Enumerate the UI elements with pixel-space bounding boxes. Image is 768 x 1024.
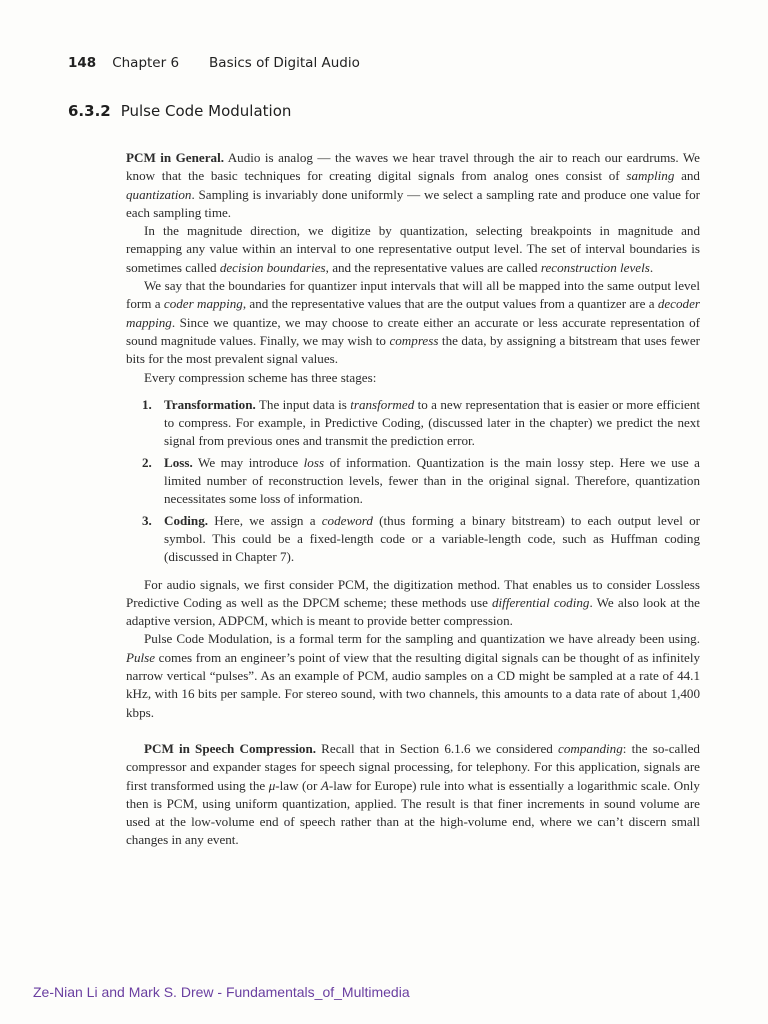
paragraph-pulse-code: Pulse Code Modulation, is a formal term for the sampling and quantization we have already been using. Pulse comes from an engineer’s point of view that the resulting digital signals can be thought of as infinitely narrow vertical “pulses”. As an example of PCM, audio samples on a CD might be sampled at a rate of 44.1 kHz, with 16 bits per sample. For stereo sound, with two channels, this amounts to a data rate of about 1,400 kbps. bbox=[126, 631, 700, 720]
footer-credit: Ze-Nian Li and Mark S. Drew - Fundamentals_of_Multimedia bbox=[33, 984, 410, 1000]
section-title: Pulse Code Modulation bbox=[120, 102, 292, 120]
list-item: 2. Loss. We may introduce loss of information. Quantization is the main lossy step. Here we use a limited number of reconstruction levels, fewer than in the original signal. Therefore, quantization necessitates some loss of information. bbox=[142, 454, 700, 507]
stages-list bbox=[126, 396, 700, 567]
runin-heading: PCM in Speech Compression. bbox=[144, 740, 317, 756]
chapter-title: Basics of Digital Audio bbox=[209, 55, 360, 71]
body-text bbox=[126, 149, 700, 850]
paragraph-magnitude: In the magnitude direction, we digitize by quantization, selecting breakpoints in magnitude and remapping any value within an interval to one representative output level. The set of interval boundaries is sometimes called decision boundaries, and the representative values are called reconstruction levels. bbox=[126, 223, 700, 275]
paragraph-pcm-speech: PCM in Speech Compression. Recall that in Section 6.1.6 we considered companding: the so-called compressor and expander stages for speech signal processing, for telephony. For this application, signals are first transformed using the μ-law (or A-law for Europe) rule into what is essentially a logarithmic scale. Only then is PCM, using uniform quantization, applied. The result is that finer increments in sound volume are used at the low-volume end of speech rather than at the high-volume end, where we can’t discern small changes in any event. bbox=[126, 740, 700, 848]
chapter-label: Chapter 6 bbox=[112, 55, 180, 71]
list-number: 3. bbox=[142, 512, 152, 528]
page-number: 148 bbox=[68, 55, 97, 71]
list-item: 3. Coding. Here, we assign a codeword (thus forming a binary bitstream) to each output level or symbol. This could be a fixed-length code or a variable-length code, such as Huffman coding (discussed in Chapter 7). bbox=[142, 512, 700, 565]
paragraph-pcm-general: PCM in General. Audio is analog — the waves we hear travel through the air to reach our eardrums. We know that the basic techniques for creating digital signals from analog ones consist of sampling and quantization. Sampling is invariably done uniformly — we select a sampling rate and produce one value for each sampling time. bbox=[126, 150, 700, 220]
paragraph-three-stages: Every compression scheme has three stages: bbox=[144, 369, 377, 385]
list-number: 1. bbox=[142, 396, 152, 412]
list-number: 2. bbox=[142, 454, 152, 470]
runin-heading: PCM in General. bbox=[126, 150, 224, 165]
paragraph-boundaries: We say that the boundaries for quantizer input intervals that will all be mapped into the same output level form a coder mapping, and the representative values that are the output values from a quantizer are a decoder mapping. Since we quantize, we may choose to create either an accurate or less accurate representation of sound magnitude values. Finally, we may wish to compress the data, by assigning a bitstream that uses fewer bits for the most prevalent signal values. bbox=[126, 278, 700, 367]
running-head bbox=[68, 55, 360, 71]
paragraph-audio-signals: For audio signals, we first consider PCM, the digitization method. That enables us to consider Lossless Predictive Coding as well as the DPCM scheme; these methods use differential coding. We also look at the adaptive version, ADPCM, which is meant to provide better compression. bbox=[126, 576, 700, 629]
section-number: 6.3.2 bbox=[68, 102, 111, 120]
list-item: 1. Transformation. The input data is transformed to a new representation that is easier or more efficient to compress. For example, in Predictive Coding, (discussed later in the chapter) we predict the next signal from previous ones and transmit the prediction error. bbox=[142, 396, 701, 449]
section-heading bbox=[68, 102, 291, 120]
